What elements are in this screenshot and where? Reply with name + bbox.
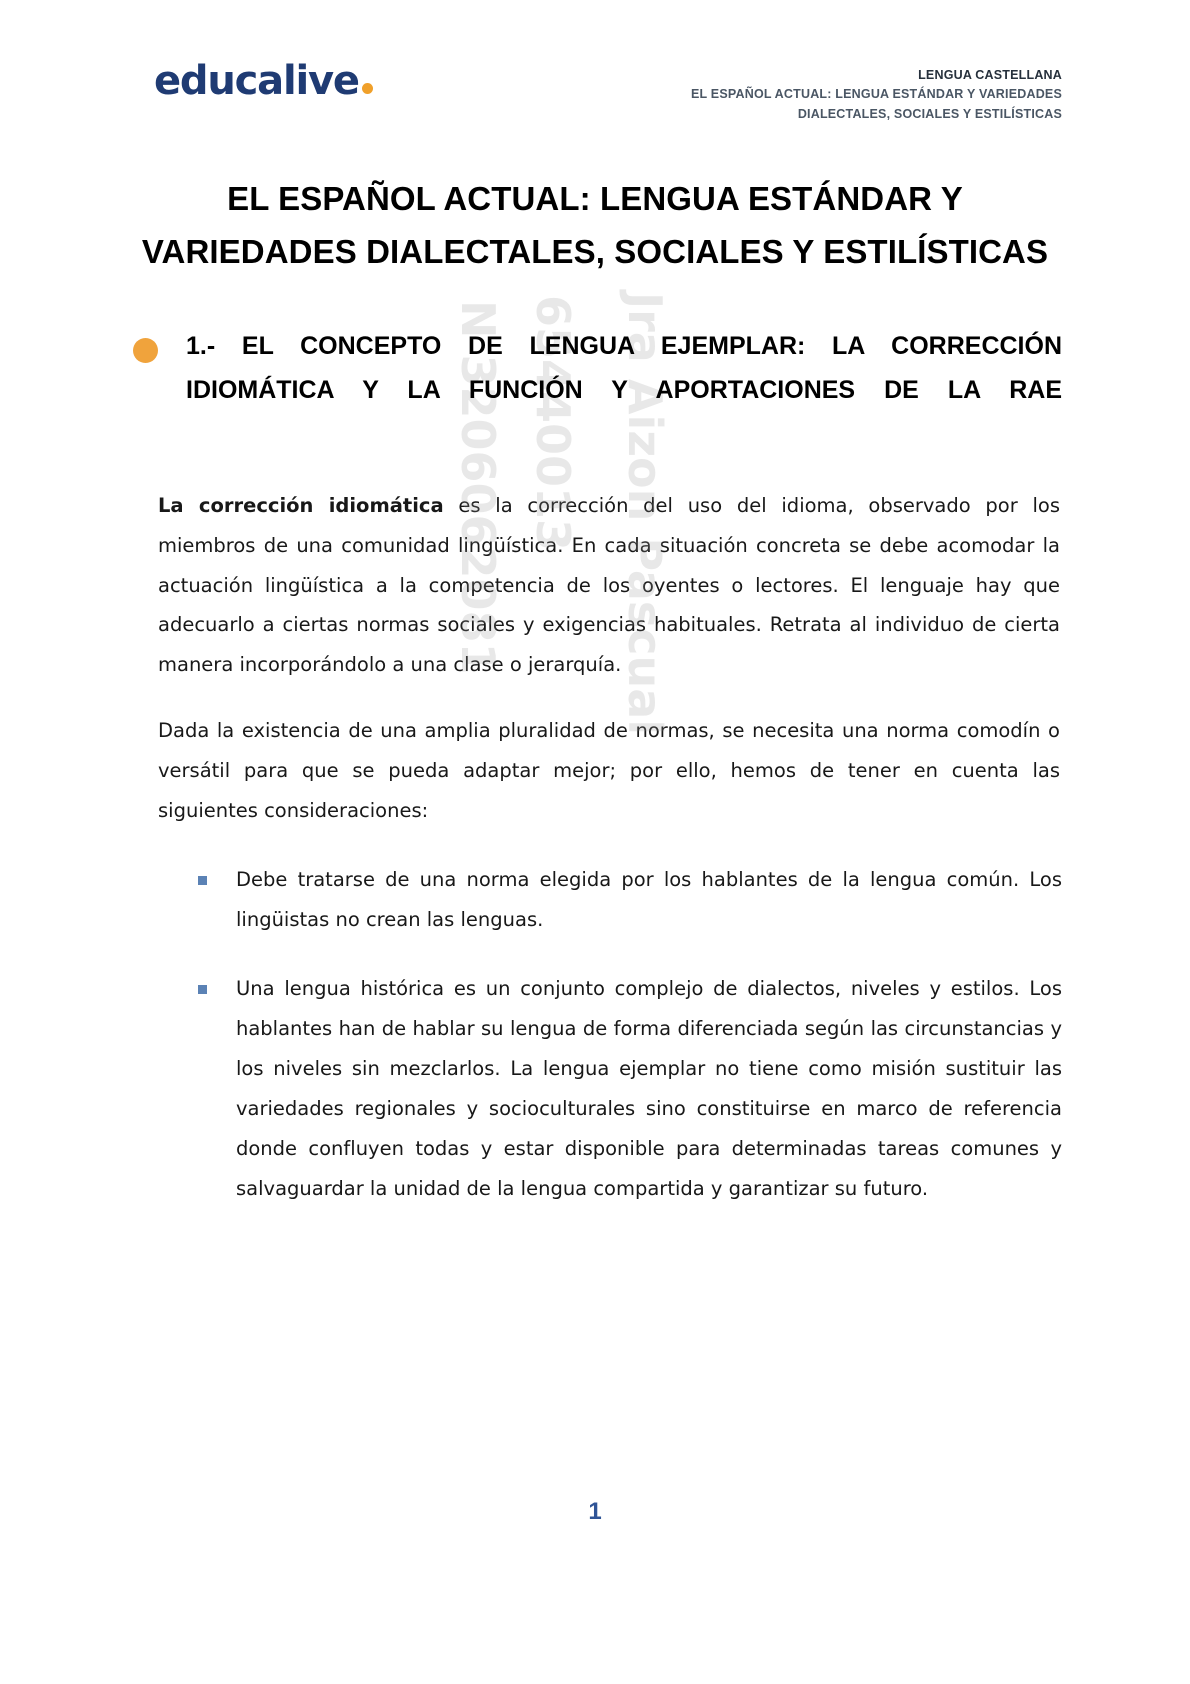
list-item-text: Una lengua histórica es un conjunto complejo de dialectos, niveles y estilos. Los hablantes han de hablar su lengua de forma diferenciada según las circunstancias y los niveles sin mezclarlos. La lengua ejemplar no tiene como misión sustituir las variedades regionales y socioculturales sino constituirse en marco de referencia donde confluyen todas y estar disponible para determinadas tareas comunes y salvaguardar la unidad de la lengua compartida y garantizar su futuro.	[236, 976, 1062, 1201]
orange-dot-icon	[362, 83, 373, 94]
considerations-list	[128, 860, 1062, 1209]
paragraph-2: Dada la existencia de una amplia pluralidad de normas, se necesita una norma comodín o versátil para que se pueda adaptar mejor; por ello, hemos de tener en cuenta las siguientes consideraciones:	[158, 718, 1060, 822]
section-heading-1	[128, 325, 1062, 456]
list-item	[198, 969, 1062, 1210]
watermark-line-3: Jra Aizon Pascual	[618, 292, 672, 736]
paragraph-1-lead: La corrección idiomática	[158, 494, 444, 518]
square-bullet-icon	[198, 985, 207, 994]
list-item-text: Debe tratarse de una norma elegida por los hablantes de la lengua común. Los lingüistas no crean las lenguas.	[236, 868, 1062, 932]
page-title: EL ESPAÑOL ACTUAL: LENGUA ESTÁNDAR Y VARIEDADES DIALECTALES, SOCIALES Y ESTILÍSTICAS	[141, 180, 1049, 271]
page-header	[128, 52, 1062, 130]
section-heading-text: 1.- EL CONCEPTO DE LENGUA EJEMPLAR: LA CORRECCIÓN IDIOMÁTICA Y LA FUNCIÓN Y APORTACIONES DE LA RAE	[186, 331, 1062, 404]
educalive-logo	[154, 58, 373, 104]
watermark-line-1: N 3206062081	[451, 300, 505, 675]
body-content	[128, 486, 1062, 830]
square-bullet-icon	[198, 876, 207, 885]
watermark-line-2: 65440013	[526, 295, 580, 552]
header-topic-line-1: EL ESPAÑOL ACTUAL: LENGUA ESTÁNDAR Y VARIEDADES	[690, 87, 1062, 102]
header-topic-line-2: DIALECTALES, SOCIALES Y ESTILÍSTICAS	[797, 106, 1062, 121]
header-subject-block	[691, 66, 1062, 124]
list-item	[198, 860, 1062, 940]
paragraph-1-rest: es la corrección del uso del idioma, observado por los miembros de una comunidad lingüística. En cada situación concreta se debe acomodar la actuación lingüística a la competencia de los oyentes o lectores. El lenguaje hay que adecuarlo a ciertas normas sociales y exigencias habituales. Retrata al individuo de cierta manera incorporándolo a una clase o jerarquía.	[158, 494, 1060, 677]
page-number: 1	[588, 1498, 602, 1525]
orange-bullet-icon	[133, 338, 158, 363]
logo-wordmark: educalive	[154, 58, 359, 104]
header-subject: LENGUA CASTELLANA	[918, 68, 1062, 82]
paragraph-1	[158, 486, 1060, 685]
